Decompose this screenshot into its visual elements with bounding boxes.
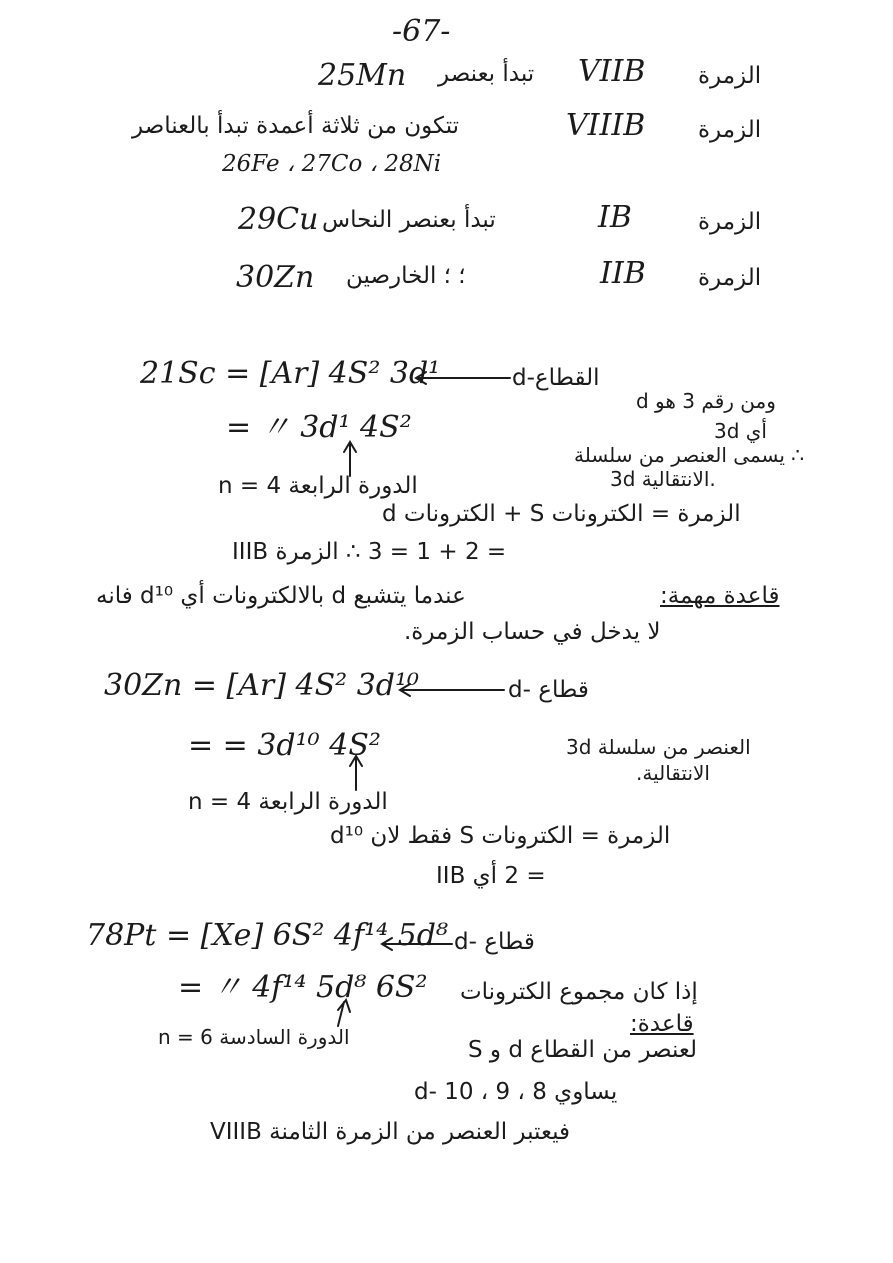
zn-config-line: 30Zn = [Ar] 4S² 3d¹⁰	[104, 668, 420, 703]
pt-config-order: = 〃 4f¹⁴ 5d⁸ 6S²	[178, 970, 428, 1005]
rule-text: عندما يتشبع d بالالكترونات أي d¹⁰ فانه	[96, 583, 466, 609]
sc-group-rule: الزمرة = الكترونات S + الكترونات d	[382, 501, 741, 527]
rule2-text: S و d لعنصر من القطاع	[468, 1037, 698, 1063]
group-label: الزمرة	[698, 209, 762, 235]
sc-config-order: = 〃 3d¹ 4S²	[226, 410, 412, 445]
sc-period: n = 4 الدورة الرابعة	[218, 473, 418, 499]
group-code: IIB	[600, 256, 646, 291]
zn-config-order: = = 3d¹⁰ 4S²	[188, 728, 381, 763]
zn-block-tag: قطاع -d	[508, 677, 589, 703]
group-element: 30Zn	[236, 260, 315, 295]
rule-heading: قاعدة مهمة:	[660, 583, 780, 609]
group-desc: تبدأ بعنصر النحاس	[322, 207, 496, 233]
group-element: 25Mn	[318, 58, 407, 93]
pt-config-line: 78Pt = [Xe] 6S² 4f¹⁴ 5d⁸	[86, 918, 448, 953]
zn-series: الانتقالية.	[636, 761, 710, 785]
sc-note: أي 3d	[714, 419, 767, 443]
rule2-heading: قاعدة:	[630, 1011, 694, 1037]
group-element: 29Cu	[238, 202, 319, 237]
group-label: الزمرة	[698, 265, 762, 291]
group-element: 26Fe ، 27Co ، 28Ni	[222, 151, 442, 177]
rule-text: لا يدخل في حساب الزمرة.	[404, 619, 661, 645]
group-code: IB	[598, 200, 632, 235]
group-label: الزمرة	[698, 117, 762, 143]
pt-block-tag: قطاع -d	[454, 929, 535, 955]
pt-period: n = 6 الدورة السادسة	[158, 1025, 350, 1049]
group-code: VIIB	[578, 54, 646, 89]
group-desc: تتكون من ثلاثة أعمدة تبدأ بالعناصر	[132, 113, 460, 139]
zn-series: العنصر من سلسلة 3d	[566, 735, 751, 759]
rule2-text: إذا كان مجموع الكترونات	[460, 979, 698, 1005]
sc-config-line: 21Sc = [Ar] 4S² 3d¹	[140, 356, 441, 391]
sc-block-tag: d-القطاع	[512, 365, 600, 391]
sc-note: 3d الانتقالية.	[610, 467, 716, 491]
sc-note: ∴ يسمى العنصر من سلسلة	[574, 443, 805, 467]
zn-group-calc: = 2 أي IIB	[436, 863, 546, 889]
group-desc: ؛ ؛ الخارصين	[346, 263, 466, 289]
sc-group-calc: = 2 + 1 = 3 ∴ الزمرة IIIB	[232, 539, 507, 565]
zn-period: n = 4 الدورة الرابعة	[188, 789, 388, 815]
sc-note: ومن رقم 3 هو d	[636, 389, 776, 413]
page-number: -67-	[392, 14, 451, 49]
group-label: الزمرة	[698, 63, 762, 89]
group-code: VIIIB	[566, 108, 646, 143]
group-desc: تبدأ بعنصر	[438, 61, 535, 87]
zn-group-rule: الزمرة = الكترونات S فقط لان d¹⁰	[330, 823, 671, 849]
rule2-text: فيعتبر العنصر من الزمرة الثامنة VIIIB	[210, 1119, 571, 1145]
rule2-text: d- يساوي 8 ، 9 ، 10	[414, 1079, 618, 1105]
